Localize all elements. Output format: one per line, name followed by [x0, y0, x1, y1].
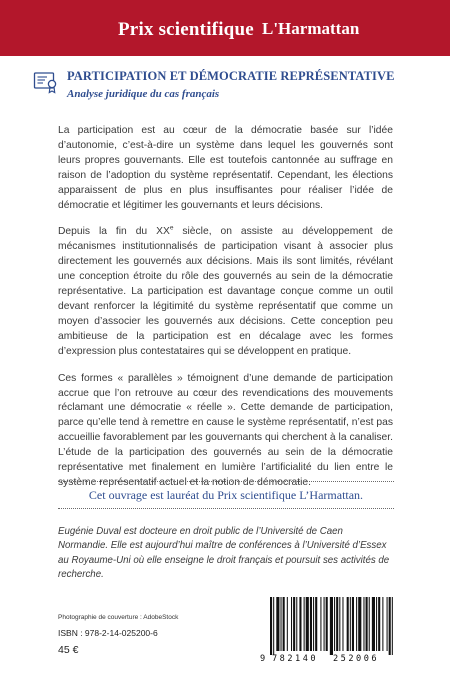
barcode-bar — [326, 597, 328, 651]
barcode-bar — [369, 597, 370, 651]
barcode-bar — [392, 597, 393, 655]
author-bio: Eugénie Duval est docteure en droit public de l’Université de Caen Normandie. Elle est aujourd’hui maître de conférences à l’Université d’Essex au Royaume-Uni où elle enseigne le droit français et poursuit ses activités de recherche. — [58, 526, 390, 581]
barcode-first-digit: 9 — [260, 654, 266, 664]
barcode-bar — [372, 597, 375, 651]
barcode-bar — [304, 597, 305, 651]
diploma-certificate-icon — [33, 69, 59, 95]
barcode-bar — [330, 597, 333, 655]
barcode-bar — [283, 597, 285, 651]
barcode-group-1: 782140 — [272, 654, 319, 664]
barcode-bar — [382, 597, 383, 651]
barcode-bar — [299, 597, 301, 651]
barcode-bar — [378, 597, 380, 651]
barcode-bar — [315, 597, 317, 651]
barcode-bar — [387, 597, 388, 651]
barcode-group-2: 252006 — [333, 654, 380, 664]
barcode-bar — [293, 597, 295, 651]
isbn: ISBN : 978-2-14-025200-6 — [58, 628, 158, 638]
divider-bottom — [58, 508, 394, 509]
divider-top — [58, 481, 394, 482]
isbn-barcode — [258, 593, 398, 667]
barcode-bar — [376, 597, 377, 651]
prize-label: Prix scientifique — [118, 19, 254, 40]
laureate-note: Cet ouvrage est lauréat du Prix scientifique L’Harmattan. — [88, 488, 364, 502]
barcode-bar — [281, 597, 282, 651]
book-subtitle: Analyse juridique du cas français — [67, 88, 220, 100]
barcode-bar — [324, 597, 325, 651]
barcode-bar — [363, 597, 364, 651]
top-banner — [0, 0, 450, 56]
book-title: PARTICIPATION ET DÉMOCRATIE REPRÉSENTATIVE — [67, 69, 395, 83]
barcode-bar — [310, 597, 312, 651]
paragraph-2: Depuis la fin du XXe siècle, on assiste au développement de mécanismes institutionnalisés de participation visant à associer plus directement les gouvernés aux décisions. Mais ils sont limités, révélant une conception étroite du rôle des gouvernés au sein de la démocratie représentative. La participation est davantage conçue comme un outil devant renforcer la légitimité du système représentatif que comme un moyen d’associer les gouvernés aux décisions. Cette conception peu ambitieuse de la participation est en décalage avec les formes d’expression plus contestataires qui se développent en pratique. — [58, 225, 393, 357]
barcode-bar — [347, 597, 349, 651]
barcode-bar — [366, 597, 368, 651]
barcode-bar — [334, 597, 335, 651]
price: 45 € — [58, 644, 79, 656]
barcode-bar — [336, 597, 338, 651]
barcode-bar — [339, 597, 340, 651]
barcode-bar — [313, 597, 314, 651]
barcode-bar — [358, 597, 361, 651]
paragraph-1: La participation est au cœur de la démocratie basée sur l’idée d’autonomie, c’est-à-dire un système dans lequel les gouvernés sont leurs propres gouvernants. Elle est toutefois cantonnée au suffrage en raison de l’adoption du système représentatif. Cependant, les élections apparaissent de plus en plus insuffisantes pour réaliser l’idée de démocratie et légitimer les gouvernants et leurs décisions. — [58, 125, 393, 211]
back-cover-text — [58, 124, 393, 503]
barcode-bar — [291, 597, 292, 651]
barcode-bar — [352, 597, 354, 651]
barcode-bar — [350, 597, 351, 651]
barcode-bar — [276, 597, 279, 651]
barcode-bar — [356, 597, 357, 651]
barcode-bar — [273, 597, 274, 655]
barcode-bar — [389, 597, 391, 655]
barcode-bar — [320, 597, 321, 651]
barcode-bar — [296, 597, 297, 651]
paragraph-3: Ces formes « parallèles » témoignent d’une demande de participation accrue que l’on retrouve au cœur des revendications des mouvements réclamant une démocratie « réelle ». Cette demande de participation, parce qu’elle tend à remettre en cause le système représentatif, n’est pas accueillie favorablement par les gouvernants qui cherchent à la canaliser. L’étude de la participation des gouvernés au sein de la démocratie représentative met finalement en lumière l’artificialité du lien entre le système représentatif actuel et la notion de démocratie. — [58, 372, 393, 488]
barcode-bar — [270, 597, 272, 655]
publisher-logo: L'Harmattan — [262, 19, 360, 38]
barcode-bar — [306, 597, 309, 651]
barcode-bar — [342, 597, 343, 651]
photo-credits: Photographie de couverture : AdobeStock — [58, 614, 179, 621]
barcode-bar — [287, 597, 288, 651]
